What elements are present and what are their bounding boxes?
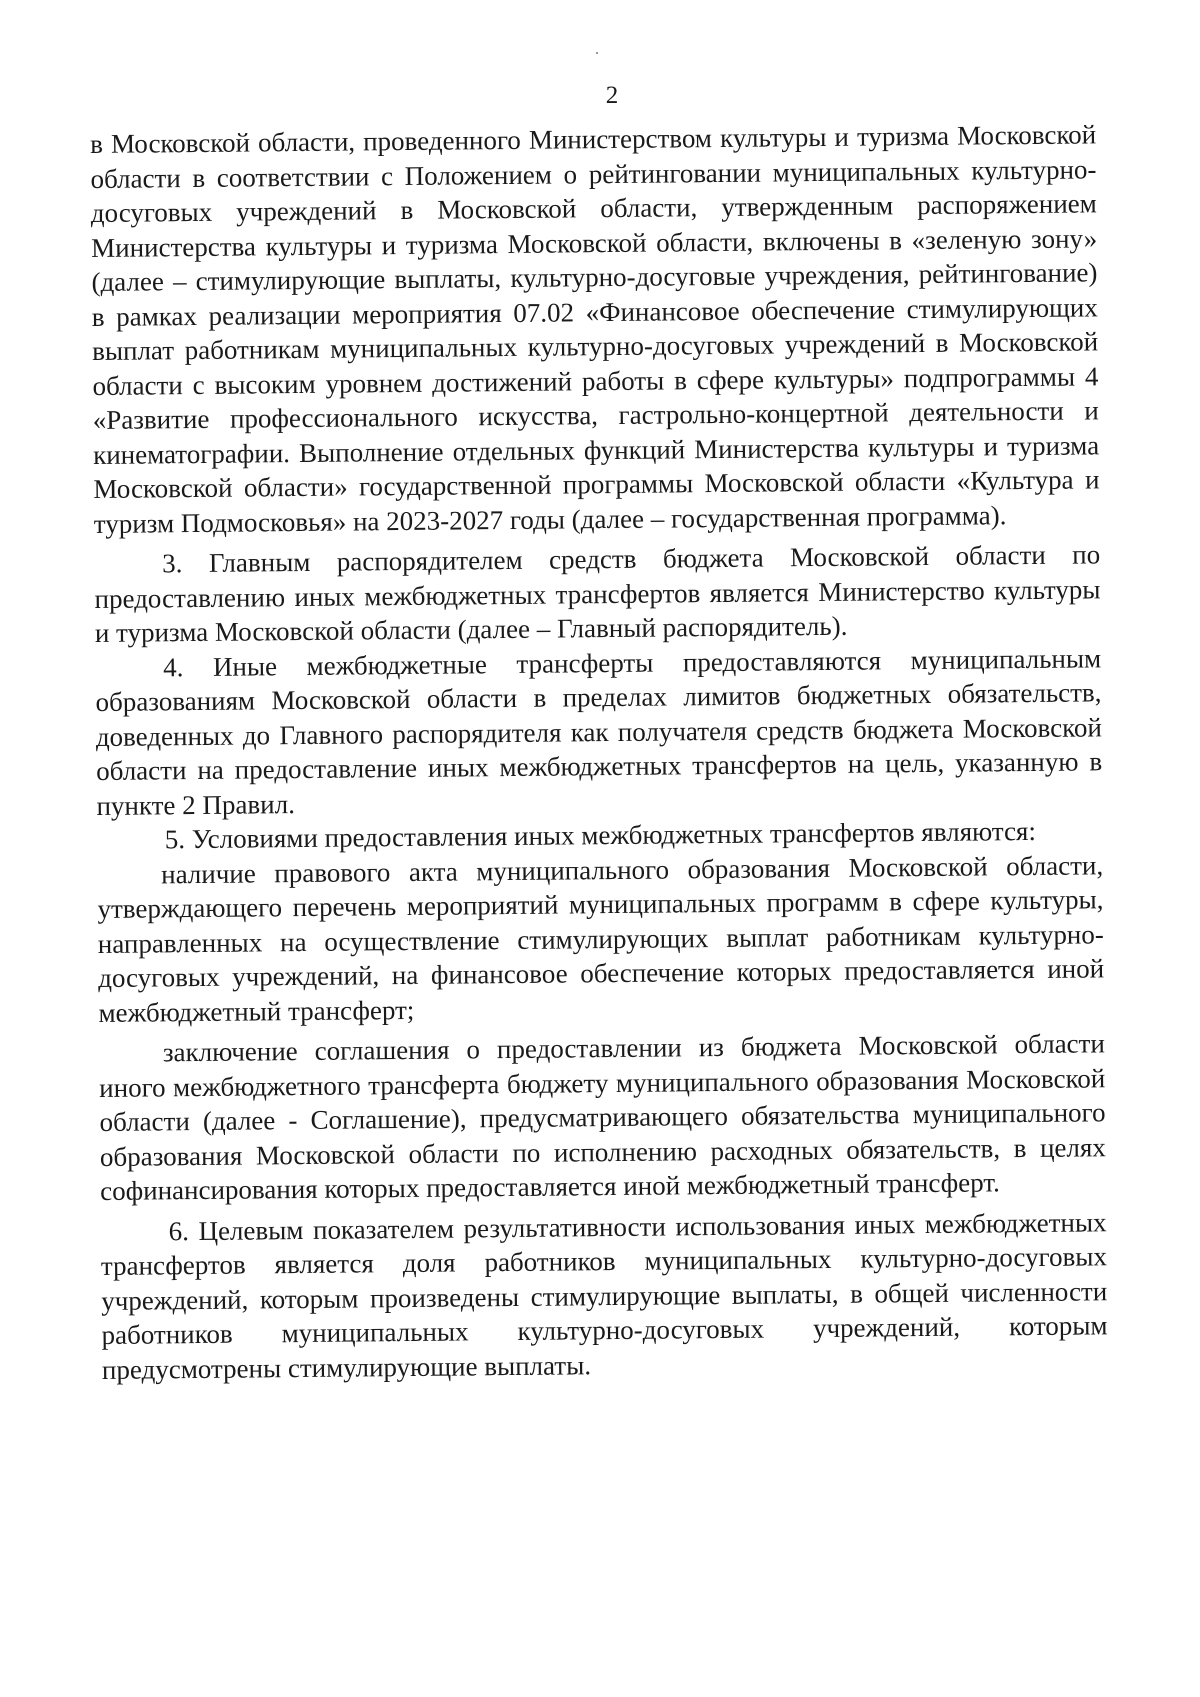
document-body <box>90 117 1108 1387</box>
paragraph-item-4: 4. Иные межбюджетные трансферты предоставляются муниципальным образованиям Московской области в пределах лимитов бюджетных обязательств, доведенных до Главного распорядителя как получателя средств бюджета Московской области на предоставление иных межбюджетных трансфертов на цель, указанную в пункте 2 Правил. <box>95 642 1103 821</box>
paragraph-condition-agreement: заключение соглашения о предоставлении из бюджета Московской области иного межбюджетного трансферта бюджету муниципального образования Московской области (далее - Соглашение), предусматривающего обязательства муниципального образования Московской области по исполнению расходных обязательств, в целях софинансирования которых предоставляется иной межбюджетный трансферт. <box>99 1028 1106 1206</box>
paragraph-condition-legal-act: наличие правового акта муниципального образования Московской области, утверждающего перечень мероприятий муниципальных программ в сфере культуры, направленных на осуществление стимулирующих выплат работникам культурно-досуговых учреждений, на финансовое обеспечение которых предоставляется иной межбюджетный трансферт; <box>97 849 1105 1028</box>
paragraph-item-6: 6. Целевым показателем результативности использования иных межбюджетных трансфертов является доля работников муниципальных культурно-досуговых учреждений, которым произведены стимулирующие выплаты, в общей численности работников муниципальных культурно-досуговых учреждений, которым предусмотрены стимулирующие выплаты. <box>100 1206 1108 1385</box>
scan-speck <box>596 52 598 54</box>
page-number: 2 <box>605 82 619 109</box>
paragraph-item-5: 5. Условиями предоставления иных межбюджетных трансфертов являются: <box>164 815 1037 855</box>
paragraph-continuation: в Московской области, проведенного Министерством культуры и туризма Московской области в соответствии с Положением о рейтинговании муниципальных культурно-досуговых учреждений в Московской области, утвержденным распоряжением Министерства культуры и туризма Московской области, включены в «зеленую зону» (далее – стимулирующие выплаты, культурно-досуговые учреждения, рейтингование) в рамках реализации мероприятия 07.02 «Финансовое обеспечение стимулирующих выплат работникам муниципальных культурно-досуговых учреждений в Московской области с высоким уровнем достижений работы в сфере культуры» подпрограммы 4 «Развитие профессионального искусства, гастрольно-концертной деятельности и кинематографии. Выполнение отдельных функций Министерства культуры и туризма Московской области» государственной программы Московской области «Культура и туризм Подмосковья» на 2023-2027 годы (далее – государственная программа). <box>90 119 1100 539</box>
paragraph-item-3: 3. Главным распорядителем средств бюджета Московской области по предоставлению иных межбюджетных трансфертов является Министерство культуры и туризма Московской области (далее – Главный распорядитель). <box>94 539 1101 648</box>
